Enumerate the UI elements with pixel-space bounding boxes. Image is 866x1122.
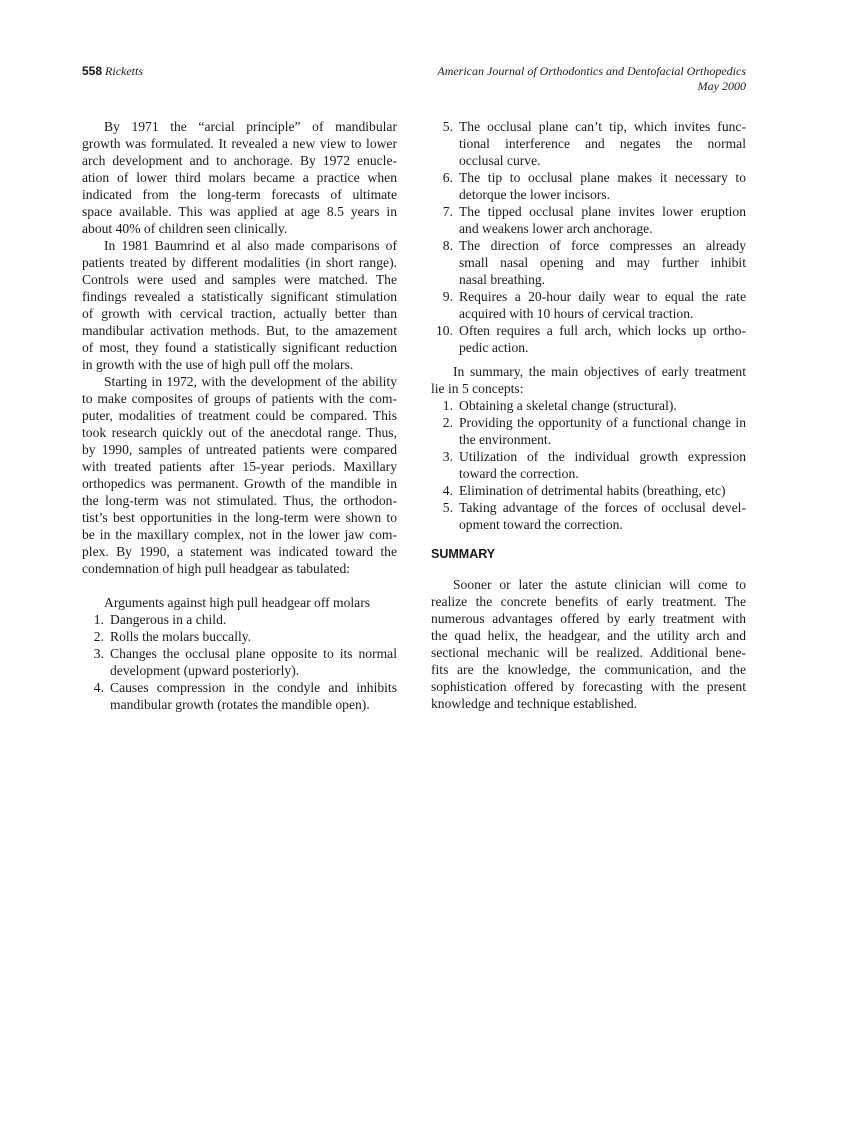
text-line: arch development and to anchorage. By 1972 enucle- <box>82 153 397 168</box>
text-line: of most, they found a statistically significant reduction <box>82 340 397 355</box>
text-line: Providing the opportunity of a functional change in <box>459 415 746 430</box>
text-line: with treated patients after 15-year periods. Maxillary <box>82 459 397 474</box>
list-number: 3. <box>442 449 453 464</box>
text-line: and weakens lower arch anchorage. <box>459 221 653 236</box>
list-item <box>431 237 746 288</box>
arguments-list-continued <box>431 118 746 356</box>
paragraph <box>82 118 397 237</box>
journal-title: American Journal of Orthodontics and Dentofacial Orthopedics <box>437 64 746 78</box>
text-line: took research quickly out of the anecdotal range. Thus, <box>82 425 397 440</box>
list-item-text <box>459 397 746 414</box>
text-line: patients treated by different modalities (in short range). <box>82 255 397 270</box>
running-header-left <box>82 64 143 79</box>
list-item <box>431 169 746 203</box>
text-line: plex. By 1990, a statement was indicated toward the <box>82 544 397 559</box>
text-line: the quad helix, the headgear, and the utility arch and <box>431 628 746 643</box>
text-line: The tipped occlusal plane invites lower eruption <box>459 204 746 219</box>
list-item-text <box>459 118 746 169</box>
text-line: condemnation of high pull headgear as tabulated: <box>82 561 351 576</box>
list-item <box>82 645 397 679</box>
text-line: growth was formulated. It revealed a new view to lower <box>82 136 397 151</box>
text-line: Causes compression in the condyle and inhibits <box>110 680 397 695</box>
list-item-text <box>459 499 746 533</box>
text-line: by 1990, samples of untreated patients were compared <box>82 442 397 457</box>
text-line: small nasal opening and may further inhibit <box>459 255 746 270</box>
list-item <box>82 628 397 645</box>
text-line: sophistication offered by forecasting with the present <box>431 679 746 694</box>
running-header-right <box>437 64 746 94</box>
text-line: Taking advantage of the forces of occlusal devel- <box>459 500 746 515</box>
list-item-text <box>110 628 397 645</box>
text-line: tional interference and negates the normal <box>459 136 746 151</box>
list-item-text <box>459 322 746 356</box>
author-name: Ricketts <box>105 64 144 78</box>
text-line: findings revealed a statistically significant stimulation <box>82 289 397 304</box>
text-line: be in the maxillary complex, not in the lower jaw com- <box>82 527 397 542</box>
text-line: mandibular growth (rotates the mandible open). <box>110 697 370 712</box>
text-line: acquired with 10 hours of cervical traction. <box>459 306 694 321</box>
text-line: orthopedics was permanent. Growth of the mandible in <box>82 476 397 491</box>
text-line: Rolls the molars buccally. <box>110 629 252 644</box>
list-number: 4. <box>442 483 453 498</box>
text-line: In 1981 Baumrind et al also made comparisons of <box>104 238 397 253</box>
list-item <box>431 118 746 169</box>
text-line: in growth with the use of high pull off the molars. <box>82 357 354 372</box>
text-line: sectional mechanic will be realized. Additional bene- <box>431 645 746 660</box>
list-number: 2. <box>93 629 104 644</box>
list-item <box>431 288 746 322</box>
list-item-text <box>459 203 746 237</box>
list-item <box>431 203 746 237</box>
text-line: numerous advantages offered by early treatment with <box>431 611 746 626</box>
text-line: development (upward posteriorly). <box>110 663 300 678</box>
text-line: Often requires a full arch, which locks up ortho- <box>459 323 746 338</box>
list-number: 3. <box>93 646 104 661</box>
text-line: Elimination of detrimental habits (breathing, etc) <box>459 483 726 498</box>
text-line: the environment. <box>459 432 552 447</box>
text-line: the long-term was not stimulated. Thus, the orthodon- <box>82 493 397 508</box>
text-line: In summary, the main objectives of early treatment <box>453 364 746 379</box>
text-line: puter, modalities of treatment could be compared. This <box>82 408 397 423</box>
list-number: 1. <box>442 398 453 413</box>
list-number: 2. <box>442 415 453 430</box>
list-item-text <box>459 414 746 448</box>
text-line: nasal breathing. <box>459 272 546 287</box>
objectives-list <box>431 397 746 533</box>
section-heading: SUMMARY <box>431 547 496 561</box>
text-line: The occlusal plane can’t tip, which invites func- <box>459 119 746 134</box>
text-line: occlusal curve. <box>459 153 541 168</box>
list-item-text <box>459 482 746 499</box>
list-item-text <box>459 237 746 288</box>
text-line: to make composites of groups of patients with the com- <box>82 391 397 406</box>
text-line: mandibular activation methods. But, to the amazement <box>82 323 397 338</box>
text-line: Starting in 1972, with the development of the ability <box>104 374 397 389</box>
issue-date: May 2000 <box>697 79 746 93</box>
list-item-text <box>110 679 397 713</box>
list-item <box>431 482 746 499</box>
text-line: space available. This was applied at age 8.5 years in <box>82 204 397 219</box>
list-item <box>431 448 746 482</box>
text-line: The direction of force compresses an already <box>459 238 746 253</box>
list-number: 5. <box>442 119 453 134</box>
list-number: 5. <box>442 500 453 515</box>
list-item-text <box>459 448 746 482</box>
list-item <box>431 414 746 448</box>
list-item-text <box>459 169 746 203</box>
text-line: Sooner or later the astute clinician will come to <box>453 577 746 592</box>
text-line: Dangerous in a child. <box>110 612 227 627</box>
list-item-text <box>459 288 746 322</box>
list-number: 9. <box>442 289 453 304</box>
text-line: opment toward the correction. <box>459 517 623 532</box>
list-item <box>431 499 746 533</box>
list-number: 1. <box>93 612 104 627</box>
text-line: detorque the lower incisors. <box>459 187 610 202</box>
text-line: fits are the knowledge, the communication, and the <box>431 662 746 677</box>
text-line: Controls were used and samples were matched. The <box>82 272 397 287</box>
text-line: By 1971 the “arcial principle” of mandibular <box>104 119 397 134</box>
page-number: 558 <box>82 64 103 78</box>
paragraph <box>82 237 397 373</box>
text-line: knowledge and technique established. <box>431 696 638 711</box>
list-item-text <box>110 645 397 679</box>
text-line: of growth with cervical traction, actually better than <box>82 306 397 321</box>
text-line: Obtaining a skeletal change (structural). <box>459 398 677 413</box>
list-number: 10. <box>436 323 453 338</box>
text-line: The tip to occlusal plane makes it necessary to <box>459 170 746 185</box>
arguments-list <box>82 611 397 713</box>
list-item <box>82 611 397 628</box>
text-line: about 40% of children seen clinically. <box>82 221 288 236</box>
paragraph <box>431 576 746 712</box>
paragraph <box>431 363 746 397</box>
list-item <box>82 679 397 713</box>
text-line: ation of lower third molars became a practice when <box>82 170 397 185</box>
paragraph <box>82 373 397 577</box>
list-item-text <box>110 611 397 628</box>
text-line: realize the concrete benefits of early treatment. The <box>431 594 746 609</box>
list-item <box>431 322 746 356</box>
list-number: 7. <box>442 204 453 219</box>
text-line: Changes the occlusal plane opposite to its normal <box>110 646 397 661</box>
list-item <box>431 397 746 414</box>
list-title: Arguments against high pull headgear off molars <box>104 595 371 610</box>
text-line: lie in 5 concepts: <box>431 381 524 396</box>
text-line: pedic action. <box>459 340 529 355</box>
text-line: Utilization of the individual growth expression <box>459 449 746 464</box>
list-number: 4. <box>93 680 104 695</box>
text-line: toward the correction. <box>459 466 579 481</box>
list-number: 8. <box>442 238 453 253</box>
text-line: indicated from the long-term forecasts of ultimate <box>82 187 397 202</box>
text-line: Requires a 20-hour daily wear to equal the rate <box>459 289 746 304</box>
text-line: tist’s best opportunities in the long-term were shown to <box>82 510 397 525</box>
list-number: 6. <box>442 170 453 185</box>
